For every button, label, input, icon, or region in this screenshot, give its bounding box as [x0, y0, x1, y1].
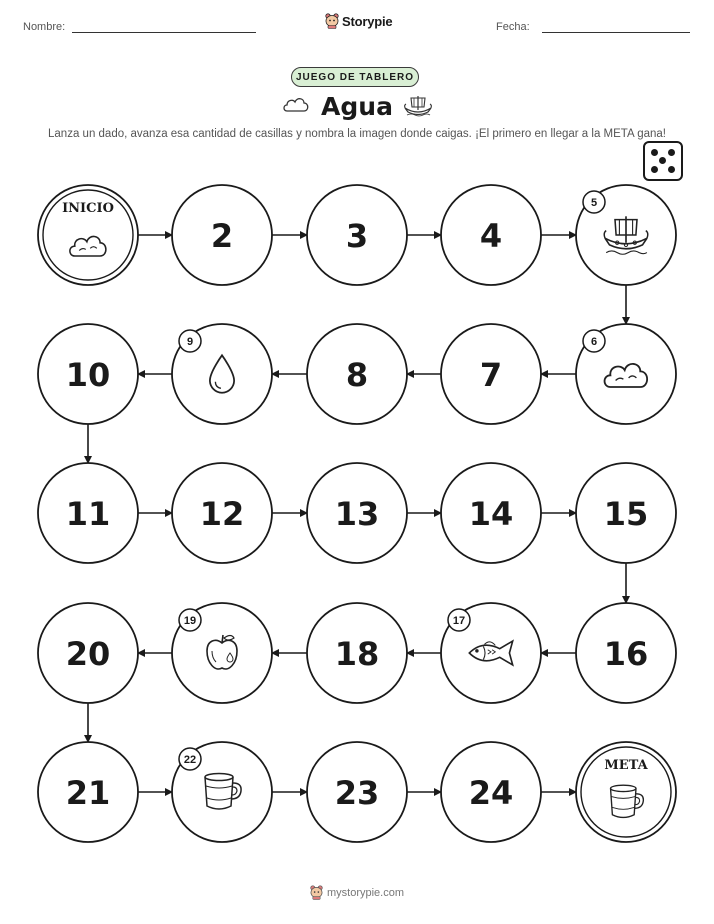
board-space[interactable] [38, 742, 138, 842]
space-number: 14 [468, 495, 514, 533]
board-space[interactable] [576, 463, 676, 563]
space-number-badge: 22 [183, 754, 197, 766]
board-space[interactable] [441, 463, 541, 563]
space-number: 12 [199, 495, 245, 533]
board-space[interactable] [307, 463, 407, 563]
space-number: 20 [65, 635, 111, 673]
storypie-mascot-icon [310, 885, 323, 900]
space-number-badge: 19 [183, 615, 197, 627]
space-number: 7 [479, 356, 503, 394]
space-number-badge: 6 [590, 336, 598, 348]
instructions: Lanza un dado, avanza esa cantidad de casillas y nombra la imagen donde caigas. ¡El primero en llegar a la META gana! [48, 128, 666, 140]
brand-name: Storypie [342, 13, 393, 29]
game-type-badge: JUEGO DE TABLERO [291, 67, 419, 87]
space-number: 11 [65, 495, 111, 533]
board-space[interactable] [441, 185, 541, 285]
board-space[interactable] [172, 185, 272, 285]
page-title: Agua [321, 92, 393, 121]
space-number: 21 [65, 774, 111, 812]
board-space[interactable] [38, 603, 138, 703]
space-number: 16 [603, 635, 649, 673]
date-label: Fecha: [496, 21, 530, 33]
space-number-badge: 5 [590, 197, 598, 209]
board-space[interactable] [576, 324, 676, 424]
space-number: 2 [210, 217, 234, 255]
space-number: 15 [603, 495, 649, 533]
space-number: 8 [345, 356, 369, 394]
space-label: META [604, 758, 648, 773]
footer [0, 885, 714, 900]
name-label: Nombre: [23, 21, 66, 33]
board-space[interactable] [576, 185, 676, 285]
space-number-badge: 9 [186, 336, 194, 348]
board-space[interactable] [307, 742, 407, 842]
space-number: 18 [334, 635, 380, 673]
board-space-start[interactable] [38, 185, 138, 285]
board-space[interactable] [307, 185, 407, 285]
board-space[interactable] [307, 324, 407, 424]
board-space[interactable] [307, 603, 407, 703]
space-number: 13 [334, 495, 380, 533]
space-number-badge: 17 [452, 615, 466, 627]
board-space[interactable] [172, 463, 272, 563]
board-space[interactable] [441, 324, 541, 424]
board-space[interactable] [172, 603, 272, 703]
board-space[interactable] [441, 603, 541, 703]
space-number: 4 [479, 217, 503, 255]
board-space-goal[interactable] [576, 742, 676, 842]
board-space[interactable] [38, 324, 138, 424]
space-number: 24 [468, 774, 514, 812]
space-number: 10 [65, 356, 111, 394]
space-number: 3 [345, 217, 369, 255]
board-space[interactable] [172, 324, 272, 424]
board-space[interactable] [576, 603, 676, 703]
board-space[interactable] [172, 742, 272, 842]
board-space[interactable] [38, 463, 138, 563]
space-label: INICIO [62, 201, 114, 216]
board-space[interactable] [441, 742, 541, 842]
footer-url[interactable]: mystorypie.com [326, 886, 405, 899]
space-number: 23 [334, 774, 380, 812]
